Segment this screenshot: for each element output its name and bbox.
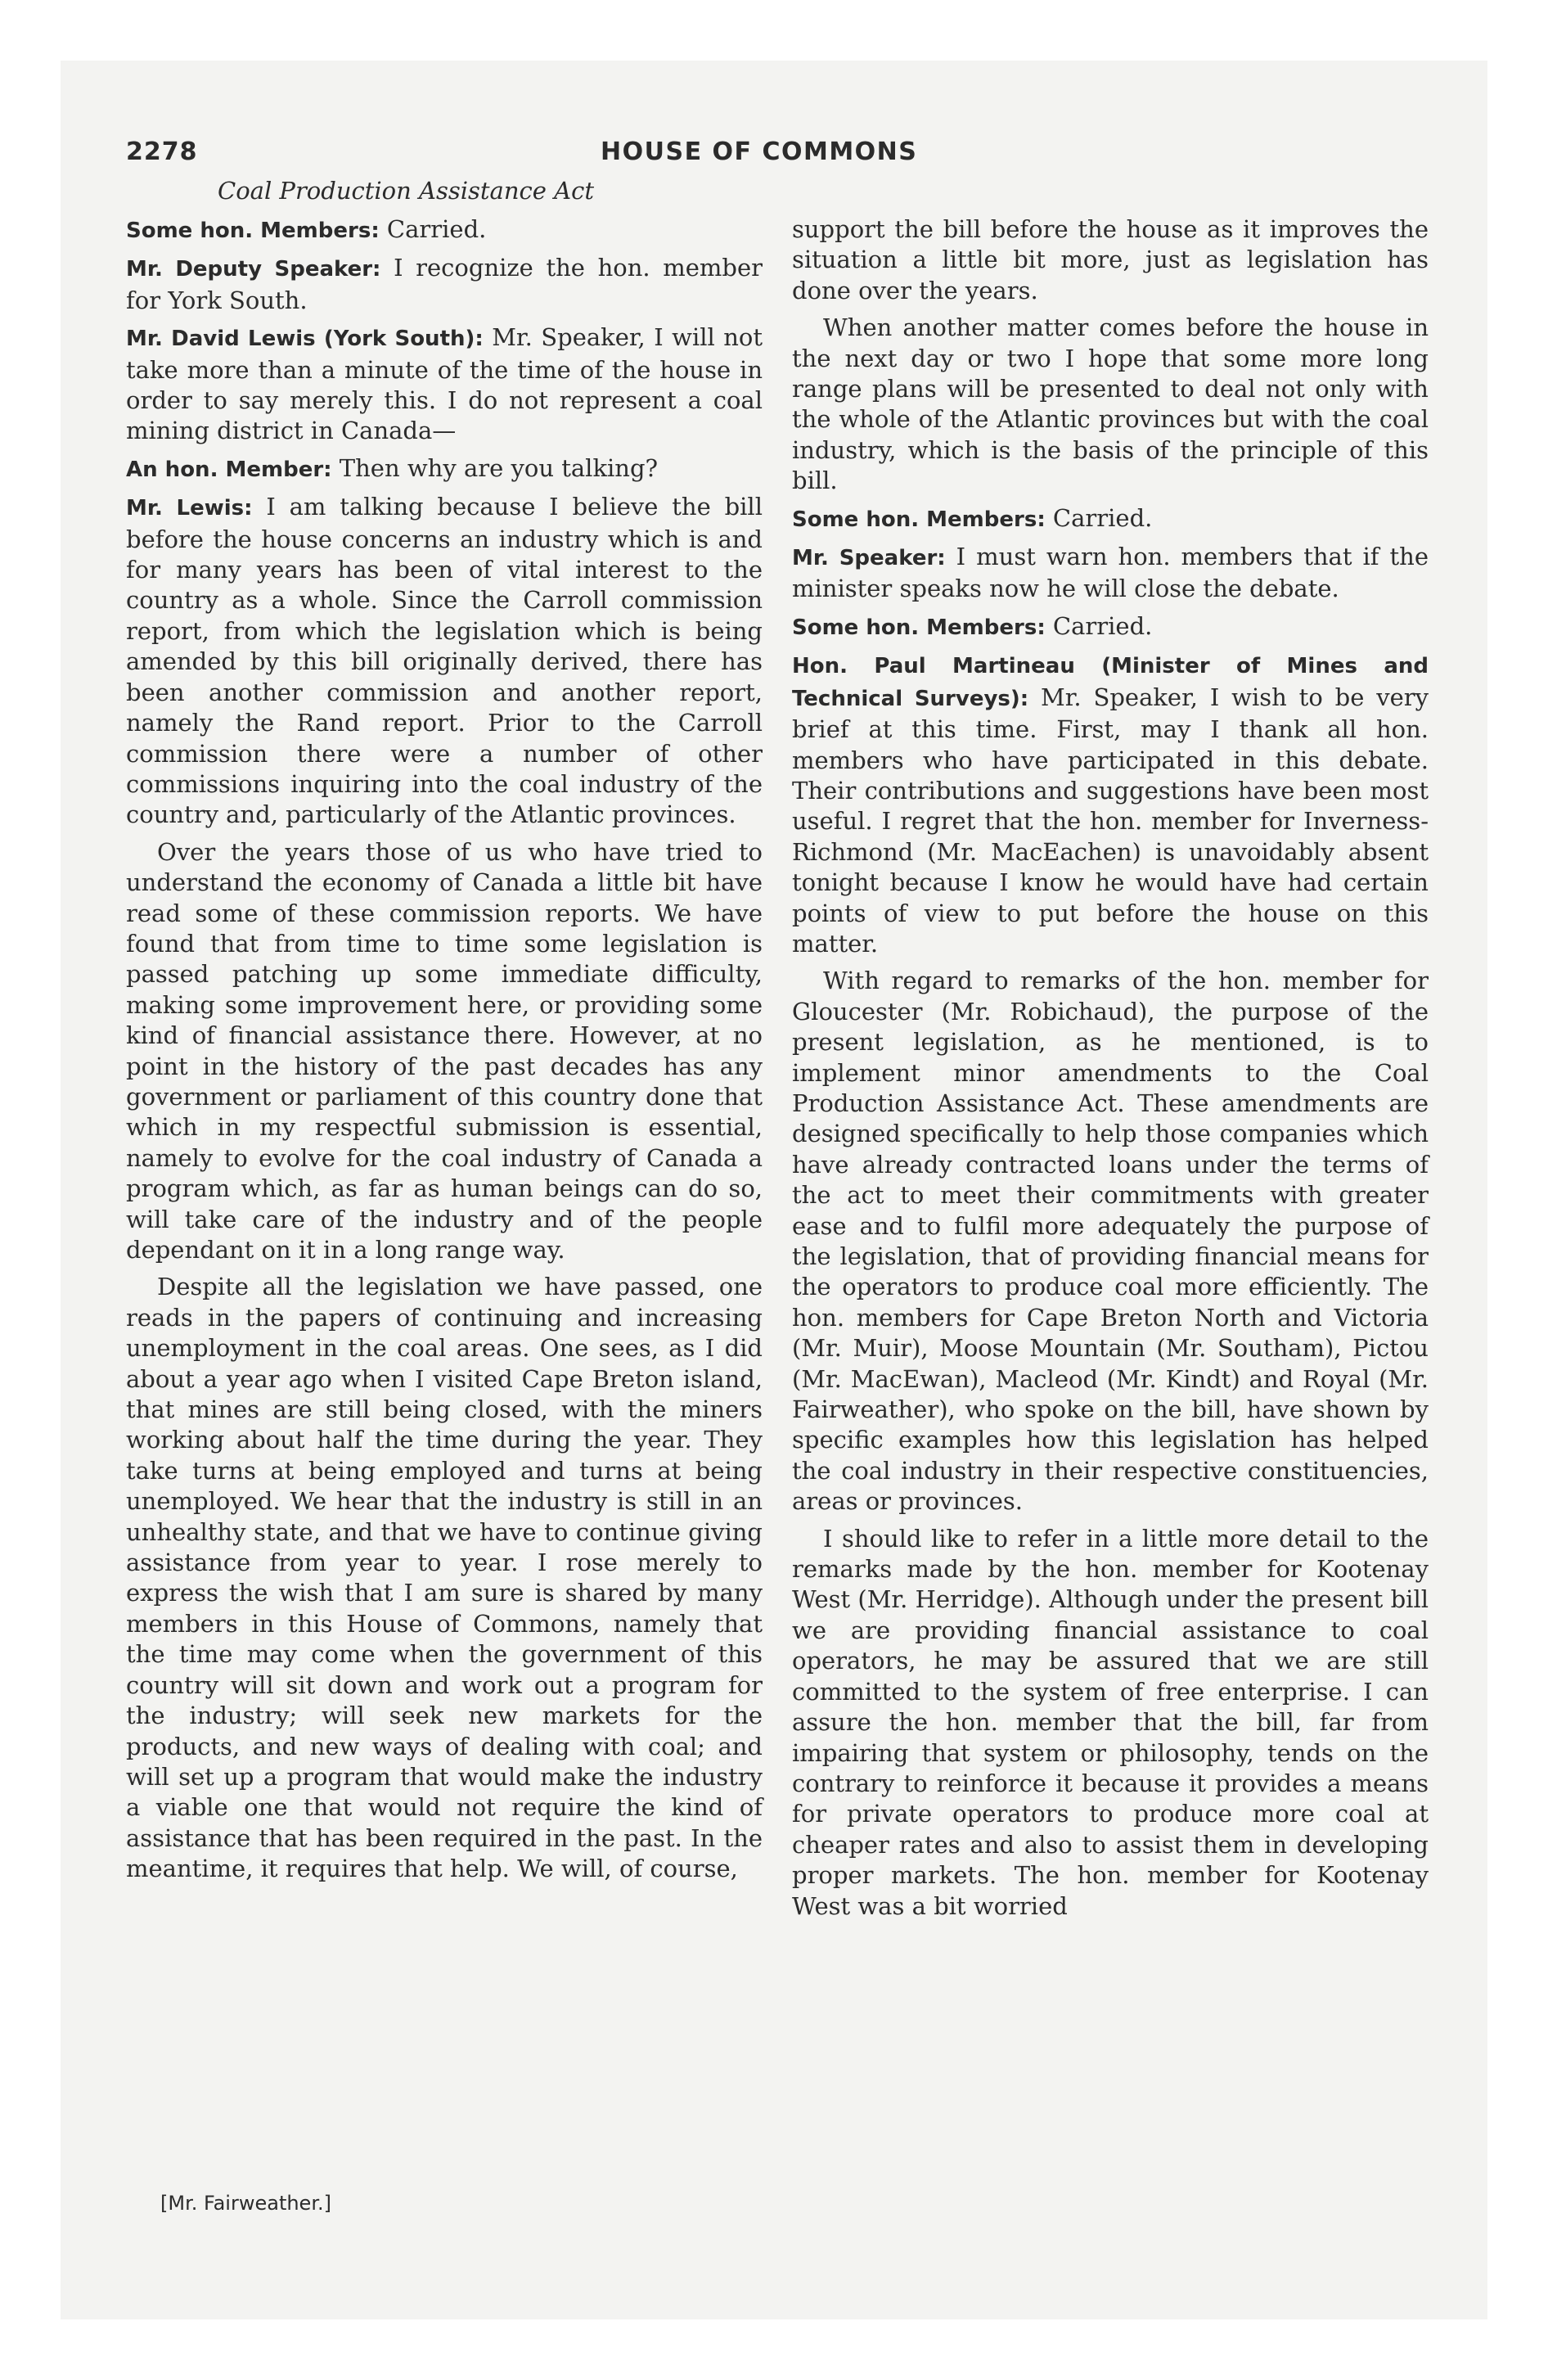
page-number: 2278: [126, 137, 198, 166]
speech-text: Despite all the legislation we have passed, one reads in the papers of continuing and increasing unemployment in the coal areas. One sees, as I did about a year ago when I visited Cape Breton island, that mines are still being closed, with the miners working about half the time during the year. They take turns at being employed and turns at being unemployed. We hear that the industry is still in an unhealthy state, and that we have to continue giving assistance from year to year. I rose merely to express the wish that I am sure is shared by many members in this House of Commons, namely that the time may come when the government of this country will sit down and work out a program for the industry; will seek new markets for the products, and new ways of dealing with coal; and will set up a program that would make the industry a viable one that would not require the kind of assistance that has been required in the past. In the meantime, it requires that help. We will, of course,: [126, 1273, 763, 1883]
speech-text: I am talking because I believe the bill before the house concerns an industry which is and for many years has been of vital interest to the country as a whole. Since the Carroll commission report, from which the legislation which is being amended by this bill originally derived, there has been another commission and another report, namely the Rand report. Prior to the Carroll commission there were a number of other commissions inquiring into the coal industry of the country and, particularly of the Atlantic provinces.: [126, 493, 763, 829]
speech-text: Carried.: [379, 215, 487, 243]
speech-text: With regard to remarks of the hon. member for Gloucester (Mr. Robichaud), the purpose of the present legislation, as he mentioned, is to implement minor amendments to the Coal Production Assistance Act. These amendments are designed specifically to help those companies which have already contracted loans under the terms of the act to meet their commitments with greater ease and to fulfil more adequately the purpose of the legislation, that of providing financial means for the operators to produce coal more efficiently. The hon. members for Cape Breton North and Victoria (Mr. Muir), Moose Mountain (Mr. Southam), Pictou (Mr. MacEwan), Macleod (Mr. Kindt) and Royal (Mr. Fairweather), who spoke on the bill, have shown by specific examples how this legislation has helped the coal industry in their respective constituencies, areas or provinces.: [792, 967, 1429, 1516]
paragraph: [792, 313, 1429, 496]
paragraph: [792, 1524, 1429, 1922]
speech-text: I must warn hon. members that if the minister speaks now he will close the debate.: [792, 543, 1429, 603]
speech-text: Then why are you talking?: [331, 453, 659, 482]
speech-text: I should like to refer in a little more detail to the remarks made by the hon. member for Kootenay West (Mr. Herridge). Although under the present bill we are providing financial assistance to coal operators, he may be assured that we are still committed to the system of free enterprise. I can assure the hon. member that the bill, far from impairing that system or philosophy, tends on the contrary to reinforce it because it provides a means for private operators to produce more coal at cheaper rates and also to assist them in developing proper markets. The hon. member for Kootenay West was a bit worried: [792, 1524, 1429, 1920]
speech-text: Over the years those of us who have tried to understand the economy of Canada a little bit have read some of these commission reports. We have found that from time to time some legislation is passed patching up some immediate difficulty, making some improvement here, or providing some kind of financial assistance there. However, at no point in the history of the past decades has any government or parliament of this country done that which in my respectful submission is essential, namely to evolve for the coal industry of Canada a program which, as far as human beings can do so, will take care of the industry and of the people dependant on it in a long range way.: [126, 837, 763, 1264]
speaker-label: Some hon. Members:: [792, 615, 1046, 640]
speech-text: When another matter comes before the house in the next day or two I hope that some more long range plans will be presented to deal not only with the whole of the Atlantic provinces but with the coal industry, which is the basis of the principle of this bill.: [792, 313, 1429, 495]
speech-text: support the bill before the house as it improves the situation a little bit more, just as legislation has done over the years.: [792, 215, 1429, 304]
paragraph: [126, 453, 763, 485]
speech-text: I recognize the hon. member for York South.: [126, 254, 763, 314]
paragraph: [126, 253, 763, 316]
speaker-label: Mr. Lewis:: [126, 496, 253, 521]
speech-text: Carried.: [1045, 503, 1153, 532]
right-column: [792, 214, 1429, 1928]
speaker-label: An hon. Member:: [126, 457, 332, 482]
speech-text: Carried.: [1045, 611, 1153, 640]
speaker-label: Some hon. Members:: [126, 219, 380, 243]
page-header: [126, 137, 1450, 178]
speech-text: Mr. Speaker, I wish to be very brief at this time. First, may I thank all hon. members who have participated in this debate. Their contributions and suggestions have been most useful. I regret that the hon. member for Inverness-Richmond (Mr. MacEachen) is unavoidably absent tonight because I know he would have had certain points of view to put before the house on this matter.: [792, 683, 1429, 958]
paragraph: [792, 611, 1429, 643]
paragraph: [792, 966, 1429, 1517]
speaker-label: Some hon. Members:: [792, 507, 1046, 532]
section-subheading: Coal Production Assistance Act: [218, 177, 594, 205]
paragraph: [792, 542, 1429, 605]
speech-text: Mr. Speaker, I will not take more than a minute of the time of the house in order to say merely this. I do not represent a coal mining district in Canada—: [126, 323, 763, 445]
speaker-label: Mr. Speaker:: [792, 546, 946, 571]
running-title: HOUSE OF COMMONS: [601, 137, 918, 166]
paragraph: [126, 322, 763, 447]
speaker-label: Mr. Deputy Speaker:: [126, 257, 381, 282]
left-column: [126, 214, 763, 1891]
paragraph: [126, 1272, 763, 1884]
paragraph: [792, 650, 1429, 959]
speaker-label: Hon. Paul Martineau (Minister of Mines and Technical Surveys):: [792, 654, 1429, 711]
paragraph: [126, 492, 763, 830]
paragraph: [126, 214, 763, 246]
speaker-label: Mr. David Lewis (York South):: [126, 327, 484, 352]
paragraph: [126, 837, 763, 1266]
paragraph: [792, 503, 1429, 535]
footer-speaker-note: [Mr. Fairweather.]: [160, 2192, 331, 2215]
paragraph: [792, 214, 1429, 306]
